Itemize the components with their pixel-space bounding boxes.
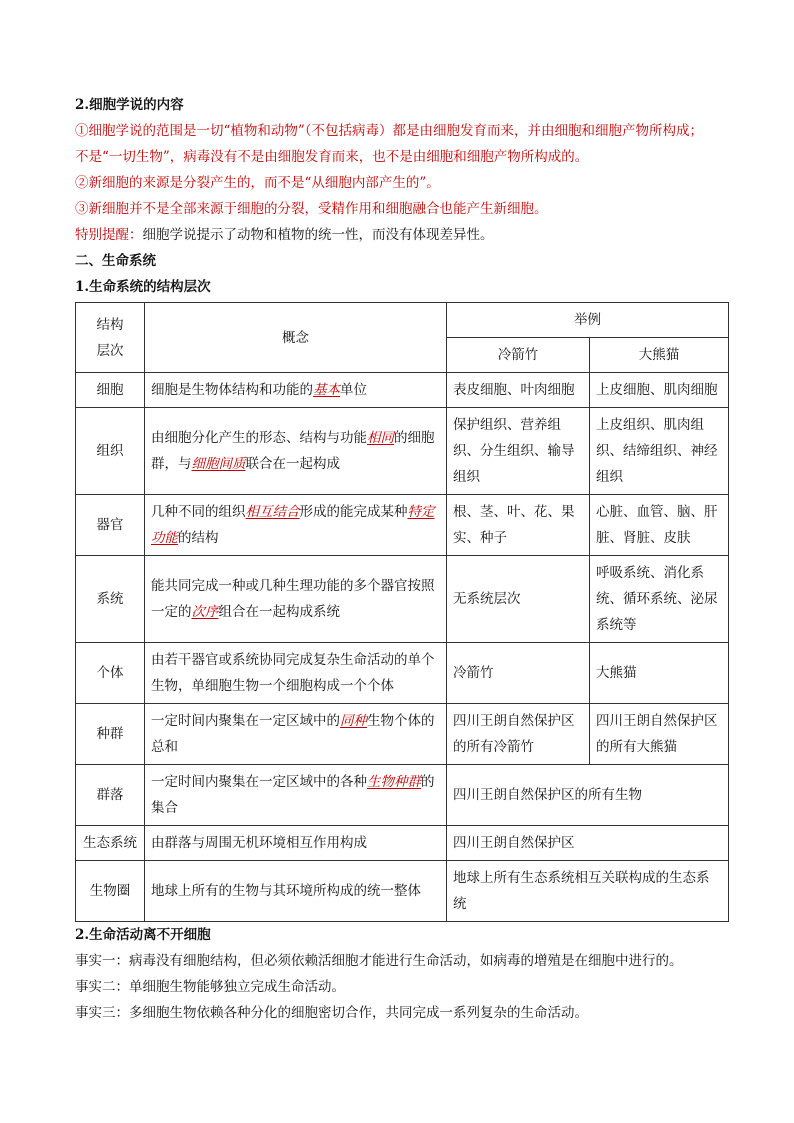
life-system-table	[75, 302, 729, 922]
paragraph-2: ②新细胞的来源是分裂产生的，而不是“从细胞内部产生的”。	[75, 175, 440, 191]
level-cell: 群落	[76, 765, 145, 826]
level-cell: 生物圈	[76, 861, 145, 922]
section-title: 2.细胞学说的内容	[75, 97, 184, 113]
level-cell: 种群	[76, 704, 145, 765]
level-cell: 个体	[76, 643, 145, 704]
table-row	[76, 765, 729, 826]
paragraph-1-line-1: ①细胞学说的范围是一切“植物和动物”（不包括病毒）都是由细胞发育而来，并由细胞和细胞产物所构成；	[75, 123, 704, 139]
tip-label: 特别提醒：	[75, 227, 143, 243]
subsection-title: 2.生命活动离不开细胞	[75, 927, 211, 943]
table-row	[76, 408, 729, 495]
header-example: 举例	[447, 303, 729, 338]
concept-cell: 一定时间内聚集在一定区域中的同种生物个体的总和	[145, 704, 447, 765]
paragraph-3: ③新细胞并不是全部来源于细胞的分裂，受精作用和细胞融合也能产生新细胞。	[75, 201, 548, 217]
level-cell: 器官	[76, 495, 145, 556]
facts-section	[75, 922, 728, 1026]
table-row	[76, 556, 729, 643]
table-row	[76, 373, 729, 408]
concept-cell: 地球上所有的生物与其环境所构成的统一整体	[145, 861, 447, 922]
example-bamboo: 根、茎、叶、花、果实、种子	[447, 495, 590, 556]
concept-cell: 几种不同的组织相互结合形成的能完成某种特定功能的结构	[145, 495, 447, 556]
special-tip	[75, 222, 728, 248]
level-cell: 系统	[76, 556, 145, 643]
example-panda: 大熊猫	[590, 643, 729, 704]
fact-2: 事实二：单细胞生物能够独立完成生命活动。	[75, 979, 345, 995]
table-row	[76, 826, 729, 861]
example-bamboo: 四川王朗自然保护区的所有冷箭竹	[447, 704, 590, 765]
example-bamboo: 无系统层次	[447, 556, 590, 643]
example-panda: 四川王朗自然保护区的所有大熊猫	[590, 704, 729, 765]
example-panda: 心脏、血管、脑、肝脏、肾脏、皮肤	[590, 495, 729, 556]
header-bamboo: 冷箭竹	[447, 338, 590, 373]
concept-cell: 由群落与周围无机环境相互作用构成	[145, 826, 447, 861]
fact-3: 事实三：多细胞生物依赖各种分化的细胞密切合作，共同完成一系列复杂的生命活动。	[75, 1005, 588, 1021]
table-row	[76, 704, 729, 765]
concept-cell: 由若干器官或系统协同完成复杂生命活动的单个生物，单细胞生物一个细胞构成一个个体	[145, 643, 447, 704]
fact-1: 事实一：病毒没有细胞结构，但必须依赖活细胞才能进行生命活动，如病毒的增殖是在细胞中进行的。	[75, 953, 683, 969]
example-bamboo: 冷箭竹	[447, 643, 590, 704]
table-row	[76, 495, 729, 556]
example-bamboo: 表皮细胞、叶肉细胞	[447, 373, 590, 408]
header-level: 结构 层次	[76, 303, 145, 373]
concept-cell: 由细胞分化产生的形态、结构与功能相同的细胞群，与细胞间质联合在一起构成	[145, 408, 447, 495]
level-cell: 生态系统	[76, 826, 145, 861]
table-row	[76, 643, 729, 704]
tip-text: 细胞学说提示了动物和植物的统一性，而没有体现差异性。	[142, 227, 494, 243]
concept-cell: 能共同完成一种或几种生理功能的多个器官按照一定的次序组合在一起构成系统	[145, 556, 447, 643]
table-row	[76, 861, 729, 922]
example-merged: 四川王朗自然保护区	[447, 826, 729, 861]
table-header-row	[76, 303, 729, 338]
concept-cell: 一定时间内聚集在一定区域中的各种生物种群的集合	[145, 765, 447, 826]
header-panda: 大熊猫	[590, 338, 729, 373]
example-bamboo: 保护组织、营养组织、分生组织、输导组织	[447, 408, 590, 495]
part-title: 二、生命系统	[75, 253, 156, 269]
example-merged: 四川王朗自然保护区的所有生物	[447, 765, 729, 826]
level-cell: 组织	[76, 408, 145, 495]
example-panda: 呼吸系统、消化系统、循环系统、泌尿系统等	[590, 556, 729, 643]
example-panda: 上皮组织、肌肉组织、结缔组织、神经组织	[590, 408, 729, 495]
concept-cell: 细胞是生物体结构和功能的基本单位	[145, 373, 447, 408]
document-page	[75, 92, 728, 1026]
subsection-title: 1.生命系统的结构层次	[75, 279, 211, 295]
header-concept: 概念	[145, 303, 447, 373]
level-cell: 细胞	[76, 373, 145, 408]
example-panda: 上皮细胞、肌肉细胞	[590, 373, 729, 408]
example-merged: 地球上所有生态系统相互关联构成的生态系统	[447, 861, 729, 922]
paragraph-1-line-2: 不是“一切生物”，病毒没有不是由细胞发育而来，也不是由细胞和细胞产物所构成的。	[75, 149, 589, 165]
